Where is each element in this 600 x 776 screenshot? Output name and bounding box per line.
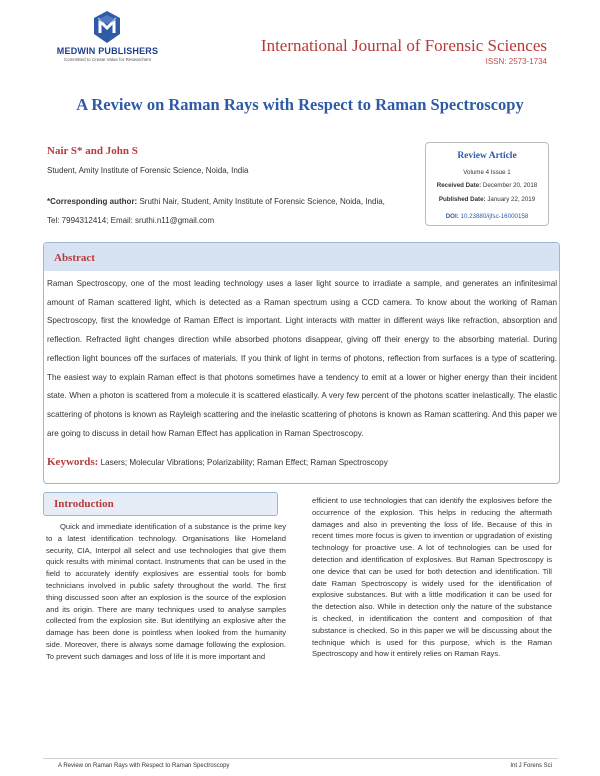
issn: ISSN: 2573-1734	[485, 57, 547, 66]
abstract-header	[44, 243, 559, 271]
abstract-text: Raman Spectroscopy, one of the most leading technology uses a laser light source to irradiate a sample, and generates an infinitesimal amount of Raman scattered light, which is detected as a Raman spectrum using a CCD camera. To know about the working of Raman Spectroscopy, first the knowledge of Raman Effect is important. Light interacts with matter in different ways like refraction, absorption and reflection. Refracted light changes direction while absorbed photons disappear, giving off their energy to the absorbing material. During reflection light bounces off the surfaces of materials. If you think of light in terms of photons, reflection from surfaces is a type of scattering. The easiest way to explain Raman effect is that photons sometimes have a tendency to emit at a lower or higher energy than their incident state. When a photon is scattered from a molecule it is scattered elastically. A very few percent of the photons scatter inelastically. The elastic scattering of photons is known as Rayleigh scattering and the inelastic scattering of photons is known as Raman scattering. And this paper we are going to discuss in detail how Raman Effect has application in Raman Spectroscopy.	[47, 279, 557, 438]
article-title: A Review on Raman Rays with Respect to Raman Spectroscopy	[76, 95, 524, 114]
received-date-value: December 20, 2018	[481, 182, 538, 189]
received-date-label: Received Date:	[436, 182, 482, 189]
affiliation: Student, Amity Institute of Forensic Science, Noida, India	[47, 166, 249, 175]
footer-journal-abbrev: Int J Forens Sci	[510, 763, 552, 769]
corresponding-author-label: *Corresponding author:	[47, 197, 138, 206]
doi	[426, 213, 548, 220]
introduction-header	[43, 492, 278, 516]
abstract-box	[43, 242, 560, 484]
doi-label: DOI:	[445, 213, 459, 220]
received-date	[426, 182, 548, 189]
publisher-logo	[40, 10, 175, 70]
introduction-left-column: Quick and immediate identification of a substance is the prime key to a latest identification technology. Organisations like Homeland security, CIA, Interpol all select and use technologies that give them quick results with minimal contact. Instruments that can be used in the field to accurately identify explosives are essential tools for bomb technicians involved in public safety throughout the world. The first thing discussed soon after an explosion is the source of the explosion and its origin. There are many techniques used to analyse samples collected from the explosion site. But identifying an explosive after the damage has been done is pointless when looked from the humanity side. Moreover, there is always some damage following the explosion. To prevent such damages and loss of life it is more important and	[46, 522, 286, 661]
footer-running-title: A Review on Raman Rays with Respect to Raman Spectroscopy	[58, 763, 230, 769]
medwin-logo-icon	[92, 10, 122, 44]
journal-title: International Journal of Forensic Sciences	[260, 36, 547, 55]
abstract-heading: Abstract	[54, 252, 95, 264]
article-info-box	[425, 142, 549, 226]
introduction-heading: Introduction	[54, 498, 114, 510]
publisher-name: MEDWIN PUBLISHERS	[56, 46, 159, 56]
published-date-label: Published Date:	[438, 196, 486, 203]
publisher-tagline: Committed to Create Value for Researchers	[63, 57, 152, 62]
published-date-value: January 22, 2019	[485, 196, 536, 203]
corresponding-author	[47, 192, 387, 230]
keywords	[47, 456, 557, 468]
authors: Nair S* and John S	[47, 145, 138, 157]
corresponding-author-text: Sruthi Nair, Student, Amity Institute of Forensic Science, Noida, India, Tel: 7994312414; Email: sruthi.n11@gmail.com	[47, 197, 385, 225]
volume-issue: Volume 4 Issue 1	[463, 169, 511, 176]
keywords-label: Keywords:	[47, 456, 99, 468]
published-date	[426, 196, 548, 203]
introduction-right-column: efficient to use technologies that can identify the explosives before the occurrence of the explosion. This helps in reducing the aftermath damages and also in preventing the loss of life. Because of this in recent times more focus is given to invention or upgradation of existing technology for proactive use. A lot of technologies can be used for detection and identification of explosives. But Raman Spectroscopy is one device that can be used for both detection and identification. Till date Raman Spectroscopy is widely used for the identification of explosive substances. But with a little modification it can be used for the detection also. While in detection only the nature of the substance is checked, in identification the content and composition of that substance is checked. So in this paper we will be discussing about the technique which is used for this purpose, which is the Raman Spectroscopy and how it entirely relies on Raman Rays.	[312, 496, 552, 659]
article-type: Review Article	[457, 151, 517, 161]
doi-link[interactable]: 10.23880/ijfsc-16000158	[458, 213, 529, 220]
footer-divider	[43, 758, 558, 759]
keywords-text: Lasers; Molecular Vibrations; Polarizability; Raman Effect; Raman Spectroscopy	[98, 458, 388, 467]
